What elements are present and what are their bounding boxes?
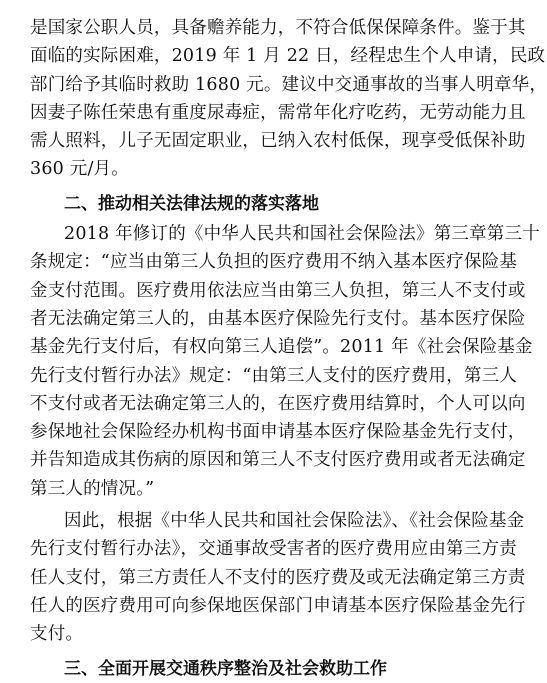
text-line: 参保地社会保险经办机构书面申请基本医疗保险基金先行支付， [30,422,526,443]
text-line: 2018 年修订的《中华人民共和国社会保险法》第三章第三十 [64,224,540,245]
text-line: 面临的实际困难，2019 年 1 月 22 日，经程忠生个人申请，民政 [30,46,546,67]
text-line: 并告知造成其伤病的原因和第三人不支付医疗费用或者无法确定 [30,450,526,471]
text-line: 不支付或者无法确定第三人的，在医疗费用结算时，个人可以向 [30,393,526,414]
text-line: 任人的医疗费用可向参保地医保部门申请基本医疗保险基金先行 [30,595,526,616]
text-line: 是国家公职人员，具备赡养能力，不符合低保保障条件。鉴于其 [30,18,526,38]
text-line: 部门给予其临时救助 1680 元。建议中交通事故的当事人明章华， [30,74,547,95]
text-line: 基金先行支付后，有权向第三人追偿”。2011 年《社会保险基金 [30,337,533,358]
text-line: 先行支付暂行办法》，交通事故受害者的医疗费用应由第三方责 [30,539,517,560]
text-line: 需人照料，儿子无固定职业，已纳入农村低保，现享受低保补助 [30,131,526,152]
text-line: 金支付范围。医疗费用依法应当由第三人负担，第三人不支付或 [30,280,526,301]
text-line: 任人支付，第三方责任人不支付的医疗费及或无法确定第三方责 [30,567,526,588]
text-line: 条规定：“应当由第三人负担的医疗费用不纳入基本医疗保险基 [30,252,518,273]
section-heading-2: 二、推动相关法律法规的落实落地 [64,193,319,214]
text-line: 者无法确定第三人的，由基本医疗保险先行支付。基本医疗保险 [30,308,526,329]
text-line: 360 元/月。 [30,159,129,180]
text-line: 第三人的情况。” [30,478,155,499]
text-line: 因此，根据《中华人民共和国社会保险法》、《社会保险基金 [64,511,525,532]
text-line: 先行支付暂行办法》规定：“由第三人支付的医疗费用，第三人 [30,365,518,386]
paragraph-1 [30,14,547,184]
text-line: 因妻子陈任荣患有重度尿毒症，需常年化疗吃药，无劳动能力且 [30,102,526,123]
text-line: 支付。 [30,624,84,645]
paragraph-3 [30,507,526,648]
section-heading-3: 三、全面开展交通秩序整治及社会救助工作 [64,658,387,679]
paragraph-2 [30,220,540,503]
